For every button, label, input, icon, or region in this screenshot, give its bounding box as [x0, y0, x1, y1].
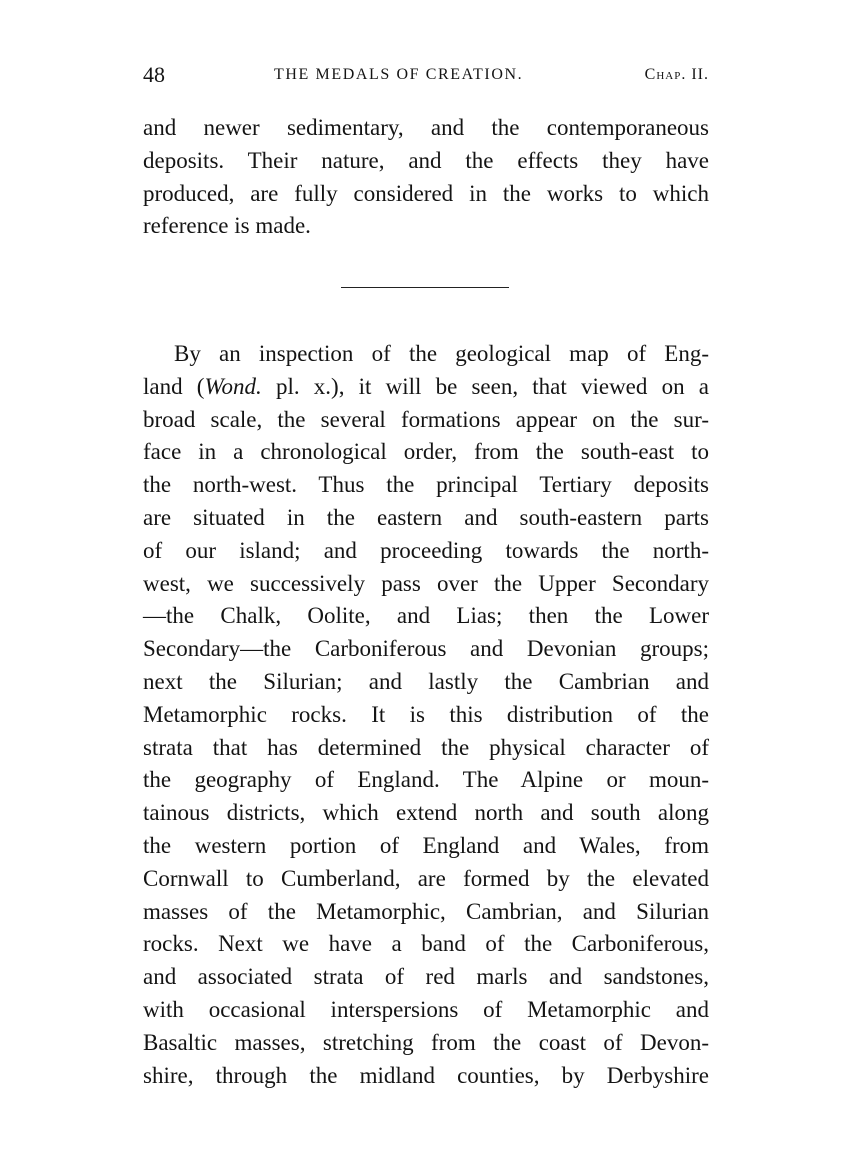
text-line: —the Chalk, Oolite, and Lias; then the Lower — [143, 603, 709, 629]
text-line: Cornwall to Cumberland, are formed by the elevated — [143, 865, 709, 891]
text-line: rocks. Next we have a band of the Carboniferous, — [143, 931, 709, 957]
text-line-with-citation — [143, 371, 709, 404]
text-line: and associated strata of red marls and sandstones, — [143, 964, 709, 990]
text-line: the geography of England. The Alpine or moun- — [143, 767, 709, 793]
text-line: Secondary—the Carboniferous and Devonian groups; — [143, 636, 709, 662]
page-number: 48 — [143, 62, 165, 87]
text-line: west, we successively pass over the Upper Secondary — [143, 570, 709, 596]
text-segment: pl. x.), it will be seen, that viewed on a — [261, 373, 709, 399]
text-line: the western portion of England and Wales, from — [143, 832, 709, 858]
text-line: next the Silurian; and lastly the Cambrian and — [143, 668, 709, 694]
chapter-label: Chap. II. — [644, 66, 709, 83]
text-line: masses of the Metamorphic, Cambrian, and Silurian — [143, 898, 709, 924]
running-title: THE MEDALS OF CREATION. — [274, 66, 524, 83]
text-line: and newer sedimentary, and the contemporaneous — [143, 115, 709, 140]
text-line: Basaltic masses, stretching from the coast of Devon- — [143, 1029, 709, 1055]
text-line: reference is made. — [143, 213, 311, 239]
text-line: broad scale, the several formations appear on the sur- — [143, 406, 709, 432]
text-line: shire, through the midland counties, by Derbyshire — [143, 1062, 709, 1088]
text-line: produced, are fully considered in the works to which — [143, 180, 709, 206]
section-divider — [341, 287, 509, 288]
text-line: deposits. Their nature, and the effects they have — [143, 147, 709, 173]
text-line: By an inspection of the geological map of Eng- — [174, 341, 709, 366]
text-line: of our island; and proceeding towards the north- — [143, 537, 709, 563]
citation-reference: Wond. — [204, 373, 262, 399]
text-segment: land ( — [143, 373, 205, 399]
text-line: the north-west. Thus the principal Tertiary deposits — [143, 472, 709, 498]
running-header — [143, 62, 709, 88]
text-line: Metamorphic rocks. It is this distribution of the — [143, 701, 709, 727]
paragraph-geological-map — [143, 338, 709, 1092]
text-line: with occasional interspersions of Metamorphic and — [143, 996, 709, 1022]
text-line: strata that has determined the physical character of — [143, 734, 709, 760]
text-line: tainous districts, which extend north and south along — [143, 800, 709, 826]
paragraph-continuation — [143, 112, 709, 243]
text-line: are situated in the eastern and south-eastern parts — [143, 504, 709, 530]
text-line: face in a chronological order, from the south-east to — [143, 439, 709, 465]
